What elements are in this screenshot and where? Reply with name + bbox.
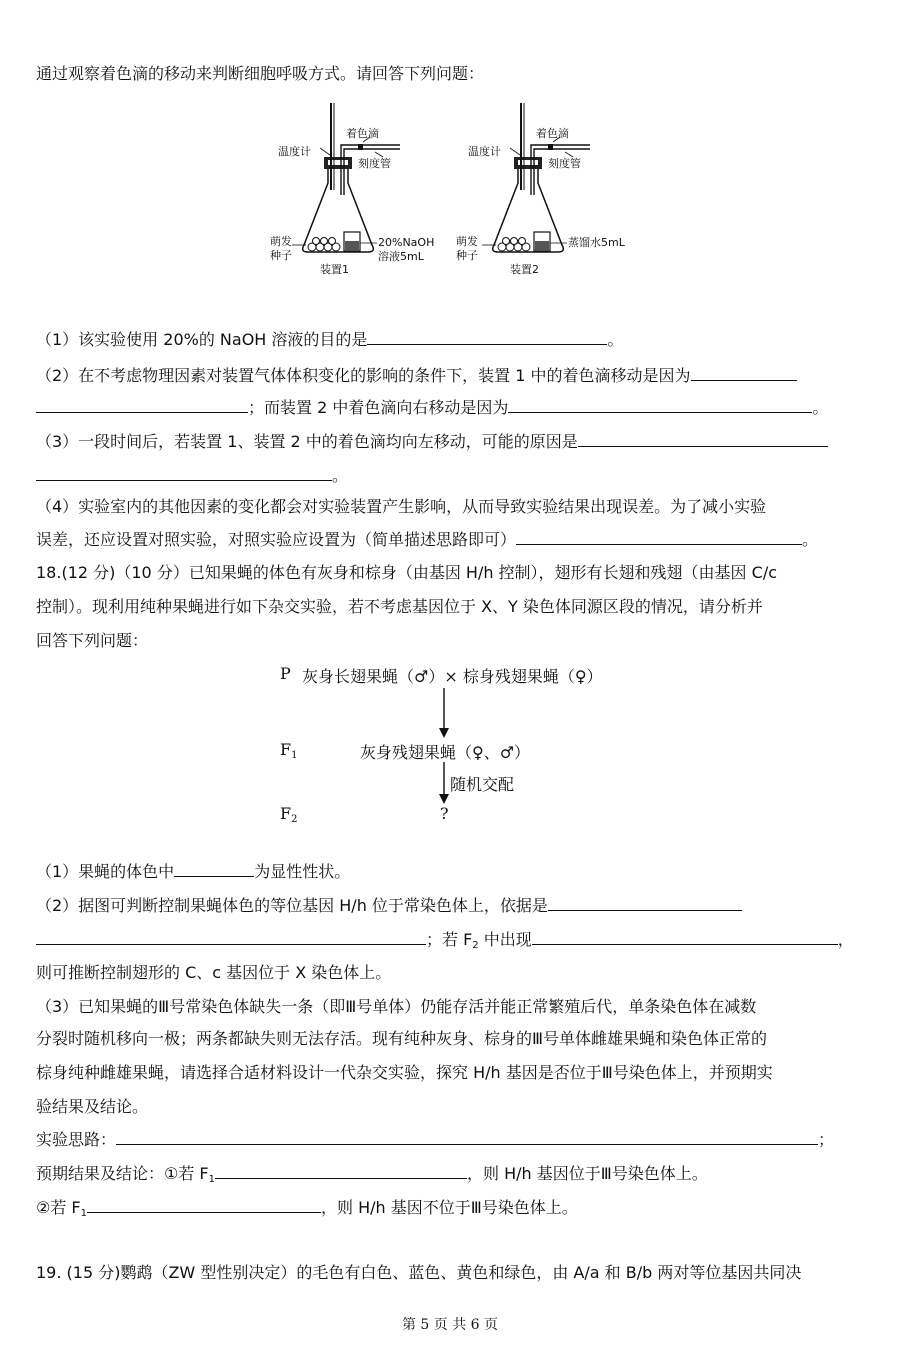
page-footer: 第 5 页 共 6 页 xyxy=(401,1317,499,1333)
cross-f2-text: ? xyxy=(440,804,449,823)
answer-blank[interactable] xyxy=(532,928,838,945)
q17-part4-line1: （4）实验室内的其他因素的变化都会对实验装置产生影响，从而导致实验结果出现误差。为了减小实验 xyxy=(36,497,767,516)
answer-blank[interactable] xyxy=(508,396,812,413)
seeds-label-1a: 萌发 xyxy=(270,235,292,248)
q17-part2-line2: ；而装置 2 中着色滴向右移动是因为 。 xyxy=(36,396,828,419)
answer-blank[interactable] xyxy=(174,860,254,877)
cross-f1-text: 灰身残翅果蝇（♀、♂） xyxy=(360,743,531,762)
q18-part2-line3: 则可推断控制翅形的 C、c 基因位于 X 染色体上。 xyxy=(36,963,392,982)
seeds-label-2b: 种子 xyxy=(456,249,478,262)
q17-part3-line2: 。 xyxy=(36,464,348,487)
thermometer-label-1: 温度计 xyxy=(278,145,311,158)
droplet-label-1: 着色滴 xyxy=(346,127,379,140)
answer-blank[interactable] xyxy=(116,1128,818,1145)
q18-heading-line2: 控制）。现利用纯种果蝇进行如下杂交实验，若不考虑基因位于 X、Y 染色体同源区段的情况，请分析并 xyxy=(36,597,763,616)
answer-blank[interactable] xyxy=(578,430,828,447)
tube-label-2: 刻度管 xyxy=(548,157,581,170)
q18-heading-line3: 回答下列问题： xyxy=(36,631,149,650)
q18-part3-line2: 分裂时随机移向一极；两条都缺失则无法存活。现有纯种灰身、棕身的Ⅲ号单体雌雄果蝇和染色体正常的 xyxy=(36,1029,768,1048)
water-label: 蒸馏水5mL xyxy=(568,236,625,249)
answer-blank[interactable] xyxy=(691,364,797,381)
answer-blank[interactable] xyxy=(215,1162,467,1179)
q18-result-1: 预期结果及结论：①若 $F_1$ ，则 H/h 基因位于Ⅲ号染色体上。 xyxy=(36,1164,708,1185)
q18-part3-line3: 棕身纯种雌雄果蝇，请选择合适材料设计一代杂交实验，探究 H/h 基因是否位于Ⅲ号染色体上，并预期实 xyxy=(36,1063,773,1082)
answer-blank[interactable] xyxy=(36,928,426,945)
apparatus-2 xyxy=(482,103,590,252)
q19-heading: 19. (15 分)鹦鹉（ZW 型性别决定）的毛色有白色、蓝色、黄色和绿色，由 A/a 和 B/b 两对等位基因共同决 xyxy=(36,1263,802,1282)
cross-f2-label: $F_2$ xyxy=(280,804,298,825)
q18-part3-line1: （3）已知果蝇的Ⅲ号常染色体缺失一条（即Ⅲ号单体）仍能存活并能正常繁殖后代，单条染色体在减数 xyxy=(36,997,757,1016)
q18-experiment-idea: 实验思路： ； xyxy=(36,1130,835,1149)
cross-f1-label: $F_1$ xyxy=(280,740,298,761)
q18-part2-line1: （2）据图可判断控制果蝇体色的等位基因 H/h 位于常染色体上，依据是 xyxy=(36,894,742,917)
q17-part4-line2: 误差，还应设置对照实验，对照实验应设置为（简单描述思路即可） 。 xyxy=(36,530,819,549)
naoh-label-a: 20%NaOH xyxy=(378,236,435,249)
respiration-apparatus-diagram xyxy=(270,95,640,290)
intro-line: 通过观察着色滴的移动来判断细胞呼吸方式。请回答下列问题： xyxy=(36,64,485,83)
q17-part2-line1: （2）在不考虑物理因素对装置气体体积变化的影响的条件下，装置 1 中的着色滴移动是因为 xyxy=(36,364,797,387)
q18-heading-line1: 18.(12 分)（10 分）已知果蝇的体色有灰身和棕身（由基因 H/h 控制），翅形有长翅和残翅（由基因 C/c xyxy=(36,563,778,582)
cross-p-label: P xyxy=(280,664,291,683)
answer-blank[interactable] xyxy=(36,396,248,413)
q18-part1: （1）果蝇的体色中 为显性性状。 xyxy=(36,862,351,881)
cross-mating-label: 随机交配 xyxy=(450,775,515,794)
answer-blank[interactable] xyxy=(36,464,332,481)
thermometer-label-2: 温度计 xyxy=(468,145,501,158)
answer-blank[interactable] xyxy=(367,328,607,345)
seeds-label-2a: 萌发 xyxy=(456,235,478,248)
apparatus-1-label: 装置1 xyxy=(320,263,349,276)
q17-part3-line1: （3）一段时间后，若装置 1、装置 2 中的着色滴均向左移动，可能的原因是 xyxy=(36,430,828,453)
apparatus-1 xyxy=(292,103,400,252)
apparatus-2-label: 装置2 xyxy=(510,263,539,276)
cross-p-text: 灰身长翅果蝇（♂）× 棕身残翅果蝇（♀） xyxy=(302,667,603,686)
naoh-label-b: 溶液5mL xyxy=(378,250,424,263)
tube-label-1: 刻度管 xyxy=(358,157,391,170)
seeds-label-1b: 种子 xyxy=(270,249,292,262)
answer-blank[interactable] xyxy=(87,1196,321,1213)
q18-part3-line4: 验结果及结论。 xyxy=(36,1097,149,1116)
droplet-label-2: 着色滴 xyxy=(536,127,569,140)
q17-part1: （1）该实验使用 20%的 NaOH 溶液的目的是 。 xyxy=(36,330,624,349)
answer-blank[interactable] xyxy=(516,528,802,545)
answer-blank[interactable] xyxy=(548,894,742,911)
q18-part2-line2: ；若 $F_2$ 中出现 ， xyxy=(36,928,854,957)
q18-result-2: ②若 $F_1$ ，则 H/h 基因不位于Ⅲ号染色体上。 xyxy=(36,1198,578,1219)
